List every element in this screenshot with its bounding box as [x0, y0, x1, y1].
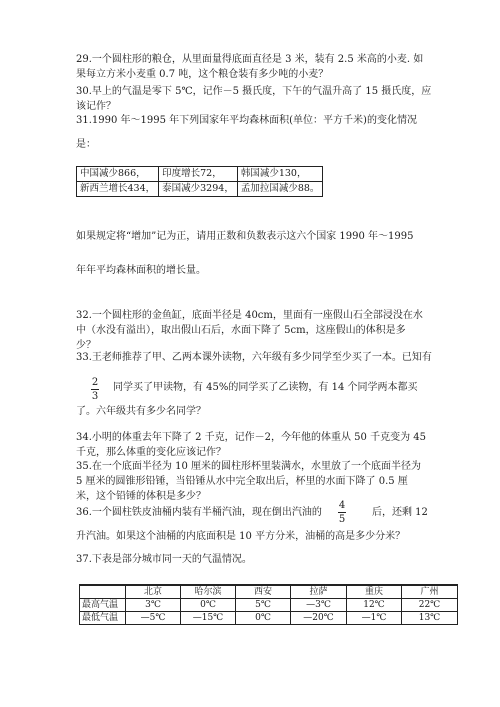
question-31-instruction: 年年平均森林面积的增长量。 [76, 265, 206, 276]
table-cell: 泰国减少3294， [159, 182, 238, 197]
question-30 [76, 84, 432, 114]
city-header: 拉萨 [291, 585, 347, 599]
table-cell: 13℃ [402, 612, 458, 625]
question-35-line: 35.在一个底面半径为 10 厘米的圆柱形杯里装满水，水里放了一个底面半径为 [76, 461, 421, 472]
fraction-denominator: 3 [91, 391, 99, 402]
table-cell: 0℃ [236, 612, 291, 625]
question-32-line: 少？ [76, 340, 96, 351]
table-header-row [80, 585, 458, 599]
question-36-line: 36.一个圆柱铁皮油桶内装有半桶汽油，现在倒出汽油的 [76, 507, 322, 518]
table-cell: 0℃ [181, 599, 236, 612]
city-header: 广州 [402, 585, 458, 599]
fraction-four-fifths [338, 500, 346, 525]
question-33-line: 33.王老师推荐了甲、乙两本课外读物，六年级有多少同学至少买了一本。已知有 [76, 352, 432, 363]
city-temperature-table [79, 584, 458, 625]
table-cell: —20℃ [291, 612, 347, 625]
table-cell: 韩国减少130， [237, 167, 323, 182]
question-32-line: 32.一个圆柱形的金鱼缸，底面半径是 40cm，里面有一座假山石全部浸没在水 [76, 310, 423, 321]
table-cell: 印度增长72， [159, 167, 238, 182]
table-cell: 5℃ [236, 599, 291, 612]
question-30-line: 该记作？ [76, 101, 116, 112]
question-31-instruction: 如果规定将“增加”记为正，请用正数和负数表示这六个国家 1990 年～1995 [76, 231, 414, 242]
table-cell: 3℃ [126, 599, 181, 612]
fraction-denominator: 5 [338, 514, 346, 525]
city-header: 北京 [126, 585, 181, 599]
question-37-line: 37.下表是部分城市同一天的气温情况。 [76, 554, 252, 565]
row-label: 最低气温 [80, 612, 126, 625]
question-29-line: 果每立方米小麦重 0.7 吨，这个粮仓装有多少吨的小麦？ [76, 69, 329, 80]
question-33-line: 了。六年级共有多少名同学？ [76, 406, 206, 417]
table-cell: —1℃ [347, 612, 402, 625]
question-35-line: 米，这个铅锤的体积是多少？ [76, 491, 206, 502]
table-cell: 孟加拉国减少88。 [237, 182, 323, 197]
forest-change-table [76, 166, 323, 197]
question-36-line: 升汽油。如果这个油桶的内底面积是 10 平方分米，油桶的高是多少分米？ [76, 531, 406, 542]
table-row [77, 182, 323, 197]
fraction-numerator: 4 [338, 500, 346, 511]
table-row [80, 612, 458, 625]
city-header: 西安 [236, 585, 291, 599]
fraction-bar [338, 512, 346, 513]
table-row [80, 599, 458, 612]
row-label: 最高气温 [80, 599, 126, 612]
question-36-line: 后，还剩 12 [372, 507, 428, 518]
table-row [77, 167, 323, 182]
table-corner-cell [80, 585, 126, 599]
question-29-line: 29.一个圆柱形的粮仓，从里面量得底面直径是 3 米，装有 2.5 米高的小麦. 如 [76, 54, 424, 65]
table-cell: 中国减少866， [77, 167, 159, 182]
question-30-line: 30.早上的气温是零下 5℃，记作－5 摄氏度，下午的气温升高了 15 摄氏度，应 [76, 86, 432, 97]
question-35 [76, 459, 426, 504]
table-cell: —15℃ [181, 612, 236, 625]
question-33-line: 同学买了甲读物，有 45%的同学买了乙读物，有 14 个同学两本都买 [113, 382, 418, 393]
table-cell: —3℃ [291, 599, 347, 612]
question-34-line: 34.小明的体重去年下降了 2 千克，记作－2，今年他的体重从 50 千克变为 45 [76, 432, 426, 443]
table-cell: —5℃ [126, 612, 181, 625]
fraction-numerator: 2 [91, 377, 99, 388]
question-35-line: 5 厘米的圆锥形铅锤，当铅锤从水中完全取出后，杯里的水面下降了 0.5 厘 [76, 476, 408, 487]
question-31-line: 是： [76, 139, 96, 150]
question-31-line: 31.1990 年～1995 年下列国家年平均森林面积(单位：平方千米)的变化情况 [76, 115, 417, 126]
city-header: 重庆 [347, 585, 402, 599]
table-cell: 新西兰增长434， [77, 182, 159, 197]
question-32-line: 中（水没有溢出），取出假山石后，水面下降了 5cm，这座假山的体积是多 [76, 325, 406, 336]
question-32 [76, 308, 426, 353]
table-cell: 22℃ [402, 599, 458, 612]
question-29 [76, 52, 426, 82]
fraction-bar [91, 389, 99, 390]
question-34 [76, 430, 426, 460]
table-cell: 12℃ [347, 599, 402, 612]
question-34-line: 千克，那么体重的变化应该记作？ [76, 447, 226, 458]
city-header: 哈尔滨 [181, 585, 236, 599]
fraction-two-thirds [91, 377, 99, 402]
